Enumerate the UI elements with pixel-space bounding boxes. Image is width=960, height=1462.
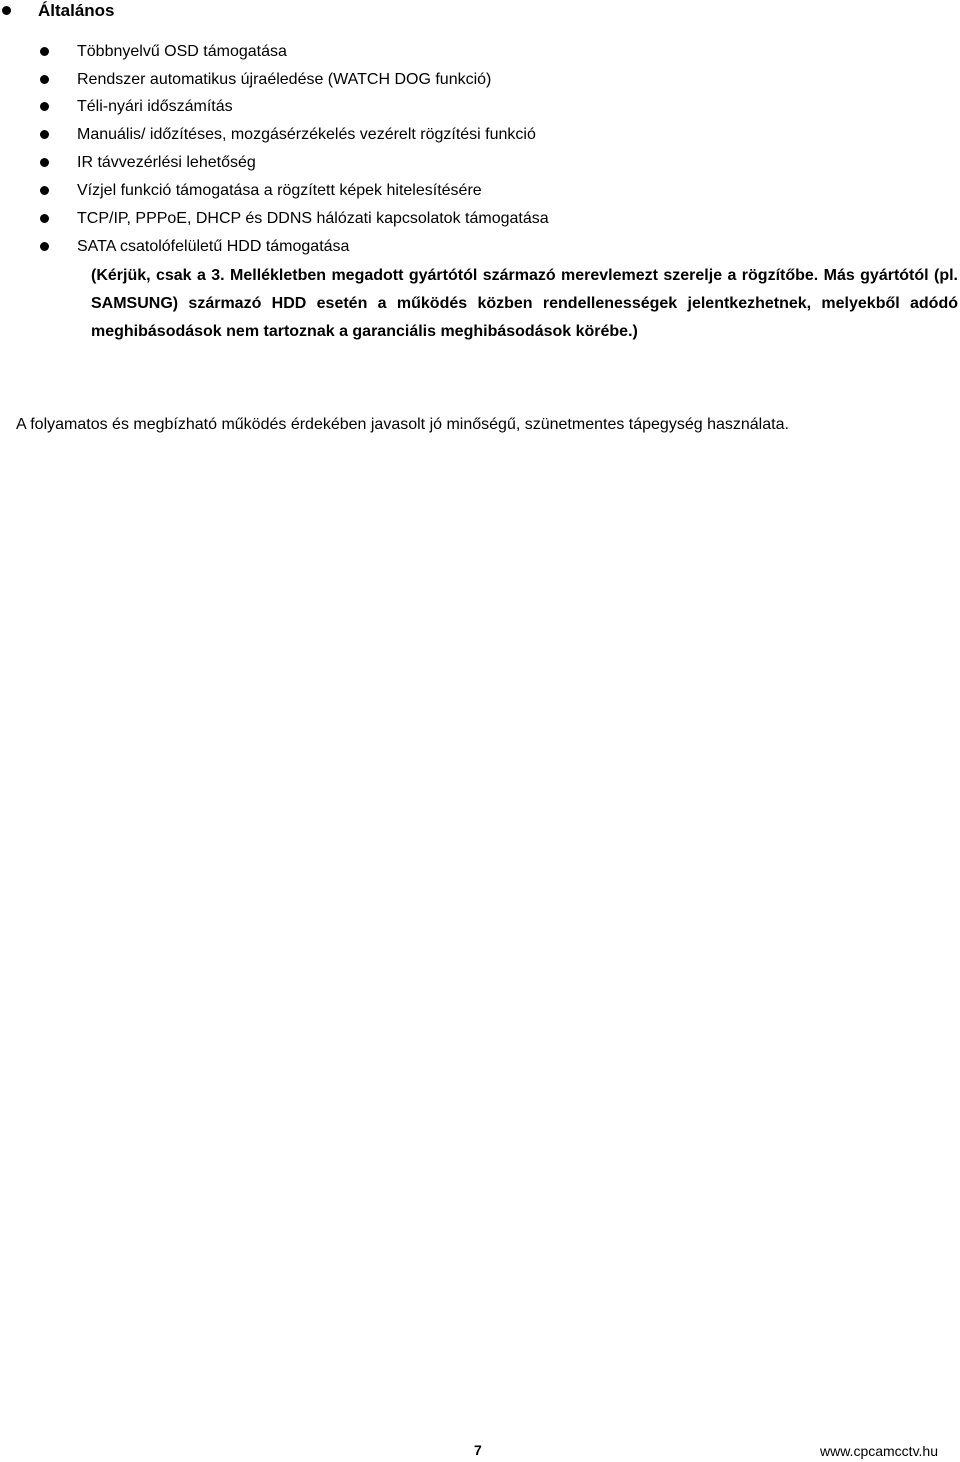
bullet-icon xyxy=(40,75,49,84)
ups-recommendation: A folyamatos és megbízható működés érdekében javasolt jó minőségű, szünetmentes tápegység használata. xyxy=(16,416,789,433)
bullet-icon xyxy=(40,47,49,56)
bullet-icon xyxy=(40,130,49,139)
list-item: Rendszer automatikus újraéledése (WATCH DOG funkció) xyxy=(77,71,492,88)
list-item: SATA csatolófelületű HDD támogatása xyxy=(77,238,350,255)
list-item: Vízjel funkció támogatása a rögzített képek hitelesítésére xyxy=(77,182,482,199)
hdd-compatibility-note: (Kérjük, csak a 3. Mellékletben megadott gyártótól származó merevlemezt szerelje a rögzítőbe. Más gyártótól (pl. SAMSUNG) származó HDD esetén a működés közben rendellenességek jelentkezhetnek, melyekből adódó meghibásodások nem tartoznak a garanciális meghibásodások körébe.) xyxy=(91,267,958,340)
list-item: TCP/IP, PPPoE, DHCP és DDNS hálózati kapcsolatok támogatása xyxy=(77,210,549,227)
bullet-icon xyxy=(2,6,11,15)
list-item: Téli-nyári időszámítás xyxy=(77,98,233,115)
section-heading: Általános xyxy=(38,1,115,20)
page-number: 7 xyxy=(474,1442,482,1458)
bullet-icon xyxy=(40,242,49,251)
bullet-icon xyxy=(40,214,49,223)
bullet-icon xyxy=(40,158,49,167)
list-item: Manuális/ időzítéses, mozgásérzékelés vezérelt rögzítési funkció xyxy=(77,126,536,143)
list-item: IR távvezérlési lehetőség xyxy=(77,154,256,171)
website-url: www.cpcamcctv.hu xyxy=(820,1443,938,1459)
bullet-icon xyxy=(40,102,49,111)
list-item: Többnyelvű OSD támogatása xyxy=(77,43,287,60)
bullet-icon xyxy=(40,186,49,195)
